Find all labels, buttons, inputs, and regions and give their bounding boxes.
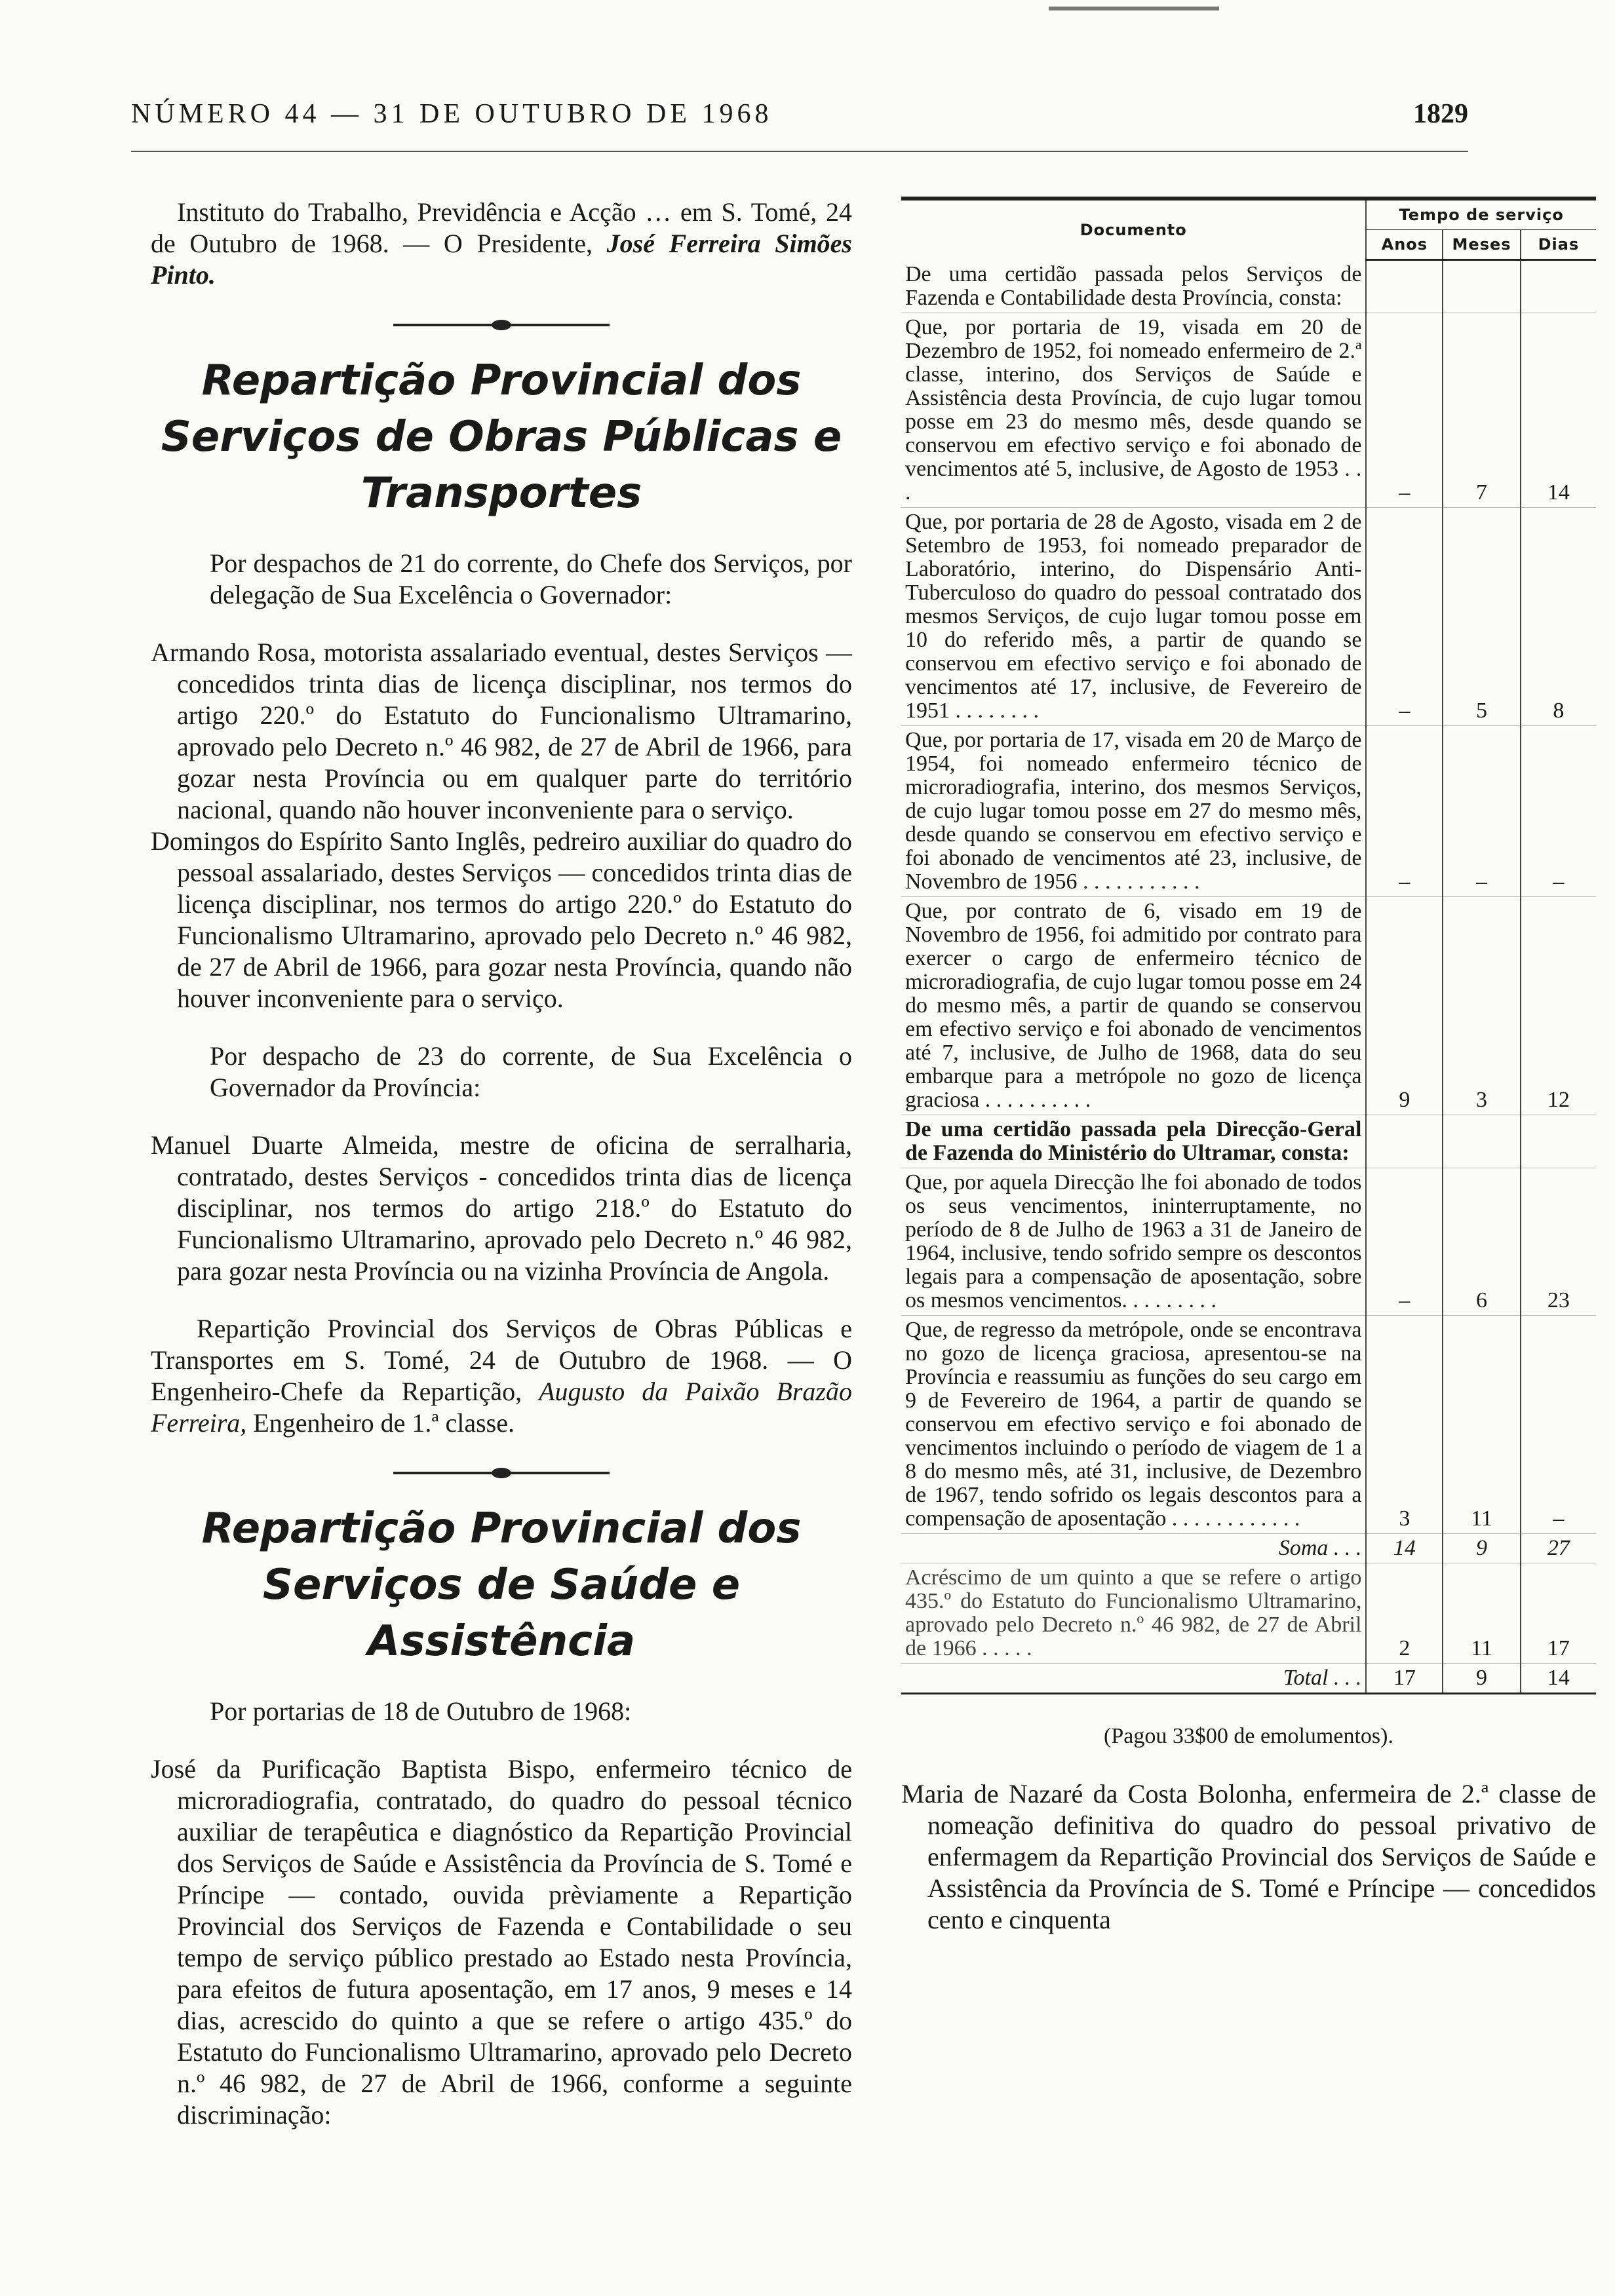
col-header-documento: Documento: [901, 199, 1366, 260]
entry-armando: Armando Rosa, motorista assalariado eventual, destes Serviços — concedidos trinta dias de licença disciplinar, nos termos do artigo 220.º do Estatuto do Funcionalismo Ultramarino, aprovado pelo Decreto n.º 46 982, de 27 de Abril de 1966, para gozar nesta Província ou em qualquer parte do território nacional, quando não houver inconveniente para o serviço.: [151, 638, 852, 824]
header-rule: [131, 151, 1468, 152]
row-dias: 8: [1521, 507, 1596, 725]
separator: [393, 324, 610, 326]
page-header: [131, 98, 1468, 144]
row-dias: 23: [1521, 1168, 1596, 1315]
row-meses: 11: [1443, 1315, 1521, 1533]
row-meses: [1443, 1115, 1521, 1168]
portarias-intro: Por portarias de 18 de Outubro de 1968:: [210, 1696, 632, 1726]
row-document: Que, por portaria de 28 de Agosto, visada em 2 de Setembro de 1953, foi nomeado preparador de Laboratório, interino, do Dispensário Anti-Tuberculoso do quadro do pessoal contratado dos mesmos Serviços, de cujo lugar tomou posse em 10 do referido mês, a partir de quando se conservou em efectivo serviço e foi abonado de vencimentos até 17, inclusive, de Fevereiro de 1951 . . . . . . . .: [901, 507, 1366, 725]
table-row: [901, 260, 1596, 313]
table-row: [901, 1315, 1596, 1533]
table-row-acrescimo: [901, 1563, 1596, 1663]
row-anos: 9: [1366, 896, 1443, 1115]
row-dias: [1521, 260, 1596, 313]
row-anos: 3: [1366, 1315, 1443, 1533]
left-column: [151, 197, 852, 2131]
row-document: Que, por aquela Direcção lhe foi abonado de todos os seus vencimentos, ininterruptamente, no período de 8 de Julho de 1963 a 31 de Janeiro de 1964, inclusive, tendo sofrido sempre os descontos legais para a compensação de aposentação, sobre os mesmos vencimentos. . . . . . . . .: [901, 1168, 1366, 1315]
despacho-governador: Por despacho de 23 do corrente, de Sua Excelência o Governador da Província:: [210, 1041, 852, 1102]
row-meses: –: [1443, 725, 1521, 896]
service-time-table: [901, 197, 1596, 1694]
emolumentos-note: (Pagou 33$00 de emolumentos).: [1104, 1723, 1393, 1748]
soma-meses: 9: [1443, 1533, 1521, 1563]
row-dias: 12: [1521, 896, 1596, 1115]
row-dias: 14: [1521, 313, 1596, 507]
signature-obras: [151, 1313, 852, 1439]
row-anos: –: [1366, 1168, 1443, 1315]
col-header-meses: Meses: [1443, 230, 1521, 260]
intro-text: [151, 197, 852, 291]
row-dias: –: [1521, 1315, 1596, 1533]
signature-obras-body: Repartição Provincial dos Serviços de Obras Públicas e Transportes em S. Tomé, 24 de Outubro de 1968. — O Engenheiro-Chefe da Repartição,: [151, 1314, 852, 1406]
row-meses: 5: [1443, 507, 1521, 725]
row-anos: –: [1366, 507, 1443, 725]
separator: [393, 1472, 610, 1474]
soma-anos: 14: [1366, 1533, 1443, 1563]
col-header-tempo: Tempo de serviço: [1366, 199, 1596, 230]
section-title-obras: Repartição Provincial dos Serviços de Obras Públicas e Transportes: [161, 356, 842, 518]
row-document: Que, por portaria de 17, visada em 20 de Março de 1954, foi nomeado enfermeiro técnico de microradiografia, interino, dos mesmos Serviços, de cujo lugar tomou posse em 27 do mesmo mês, desde quando se conservou em efectivo serviço e foi abonado de vencimentos até 23, inclusive, de Novembro de 1956 . . . . . . . . . . .: [901, 725, 1366, 896]
row-dias: [1521, 1115, 1596, 1168]
table-row: [901, 507, 1596, 725]
row-meses: 6: [1443, 1168, 1521, 1315]
row-document: De uma certidão passada pela Direcção-Geral de Fazenda do Ministério do Ultramar, consta:: [901, 1115, 1366, 1168]
total-label: Total . . .: [901, 1663, 1366, 1693]
intro-signature: José Ferreira Simões Pinto.: [151, 229, 852, 290]
entry-manuel: Manuel Duarte Almeida, mestre de oficina de serralharia, contratado, destes Serviços - concedidos trinta dias de licença disciplinar, nos termos do artigo 218.º do Estatuto do Funcionalismo Ultramarino, aprovado pelo Decreto n.º 46 982, para gozar nesta Província ou na vizinha Província de Angola.: [151, 1130, 852, 1286]
table-row: [901, 896, 1596, 1115]
intro-body: Instituto do Trabalho, Previdência e Acção … em S. Tomé, 24 de Outubro de 1968. — O Presidente,: [151, 197, 852, 258]
table-row: [901, 313, 1596, 507]
row-dias: –: [1521, 725, 1596, 896]
signature-obras-name: Augusto da Paixão Brazão Ferreira,: [151, 1377, 852, 1438]
entry-jose: José da Purificação Baptista Bispo, enfermeiro técnico de microradiografia, contratado, do quadro do pessoal técnico auxiliar de terapêutica e diagnóstico da Repartição Provincial dos Serviços de Saúde e Assistência da Província de S. Tomé e Príncipe — contado, ouvida prèviamente a Repartição Provincial dos Serviços de Fazenda e Contabilidade o seu tempo de serviço público prestado ao Estado nesta Província, para efeitos de futura aposentação, em 17 anos, 9 meses e 14 dias, acrescido do quinto a que se refere o artigo 435.º do Estatuto do Funcionalismo Ultramarino, aprovado pelo Decreto n.º 46 982, de 27 de Abril de 1966, conforme a seguinte discriminação:: [151, 1754, 852, 2130]
row-document: De uma certidão passada pelos Serviços de Fazenda e Contabilidade desta Província, consta:: [901, 260, 1366, 313]
total-meses: 9: [1443, 1663, 1521, 1693]
despacho-intro: Por despachos de 21 do corrente, do Chefe dos Serviços, por delegação de Sua Excelência o Governador:: [210, 548, 852, 609]
scan-artifact: [1049, 7, 1219, 10]
right-column: [901, 197, 1596, 1936]
acrescimo-dias: 17: [1521, 1563, 1596, 1663]
table-row: [901, 1168, 1596, 1315]
col-header-dias: Dias: [1521, 230, 1596, 260]
soma-label: Soma . . .: [901, 1533, 1366, 1563]
col-header-anos: Anos: [1366, 230, 1443, 260]
total-dias: 14: [1521, 1663, 1596, 1693]
acrescimo-meses: 11: [1443, 1563, 1521, 1663]
row-meses: 3: [1443, 896, 1521, 1115]
row-anos: [1366, 260, 1443, 313]
table-row: [901, 1115, 1596, 1168]
acrescimo-document: Acréscimo de um quinto a que se refere o artigo 435.º do Estatuto do Funcionalismo Ultramarino, aprovado pelo Decreto n.º 46 982, de 27 de Abril de 1966 . . . . .: [901, 1563, 1366, 1663]
row-document: Que, por contrato de 6, visado em 19 de Novembro de 1956, foi admitido por contrato para exercer o cargo de enfermeiro técnico de microradiografia, de cujo lugar tomou posse em 24 do mesmo mês, a partir de quando se conservou em efectivo serviço e foi abonado de vencimentos até 7, inclusive, de Julho de 1968, data do seu embarque para a metrópole no gozo de licença graciosa . . . . . . . . . .: [901, 896, 1366, 1115]
section-title-saude: Repartição Provincial dos Serviços de Saúde e Assistência: [201, 1504, 802, 1666]
row-document: Que, de regresso da metrópole, onde se encontrava no gozo de licença graciosa, apresentou-se na Província e reassumiu as funções do seu cargo em 9 de Fevereiro de 1964, a partir de quando se conservou em efectivo serviço e foi abonado de vencimentos incluindo o período de viagem de 1 a 8 do mesmo mês, até 31, inclusive, de Dezembro de 1967, tendo sofrido os legais descontos para a compensação de aposentação . . . . . . . . . . . .: [901, 1315, 1366, 1533]
issue-line: NÚMERO 44 — 31 DE OUTUBRO DE 1968: [131, 99, 773, 129]
row-meses: [1443, 260, 1521, 313]
table-row: [901, 725, 1596, 896]
entry-maria: Maria de Nazaré da Costa Bolonha, enfermeira de 2.ª classe de nomeação definitiva do quadro do pessoal privativo de enfermagem da Repartição Provincial dos Serviços de Saúde e Assistência da Província de S. Tomé e Príncipe — concedidos cento e cinquenta: [901, 1778, 1596, 1934]
row-meses: 7: [1443, 313, 1521, 507]
page-number: 1829: [1413, 99, 1468, 129]
soma-dias: 27: [1521, 1533, 1596, 1563]
acrescimo-anos: 2: [1366, 1563, 1443, 1663]
row-anos: –: [1366, 313, 1443, 507]
row-document: Que, por portaria de 19, visada em 20 de Dezembro de 1952, foi nomeado enfermeiro de 2.ª classe, interino, dos Serviços de Saúde e Assistência desta Província, de cujo lugar tomou posse em 23 do mesmo mês, desde quando se conservou em efectivo serviço e foi abonado de vencimentos até 5, inclusive, de Agosto de 1953 . . .: [901, 313, 1366, 507]
entry-domingos: Domingos do Espírito Santo Inglês, pedreiro auxiliar do quadro do pessoal assalariado, destes Serviços — concedidos trinta dias de licença disciplinar, nos termos do artigo 220.º do Estatuto do Funcionalismo Ultramarino, aprovado pelo Decreto n.º 46 982, de 27 de Abril de 1966, para gozar nesta Província, quando não houver inconveniente para o serviço.: [151, 826, 852, 1013]
total-anos: 17: [1366, 1663, 1443, 1693]
row-anos: [1366, 1115, 1443, 1168]
row-anos: –: [1366, 725, 1443, 896]
signature-obras-title: Engenheiro de 1.ª classe.: [253, 1408, 515, 1438]
table-row-soma: [901, 1533, 1596, 1563]
table-row-total: [901, 1663, 1596, 1693]
